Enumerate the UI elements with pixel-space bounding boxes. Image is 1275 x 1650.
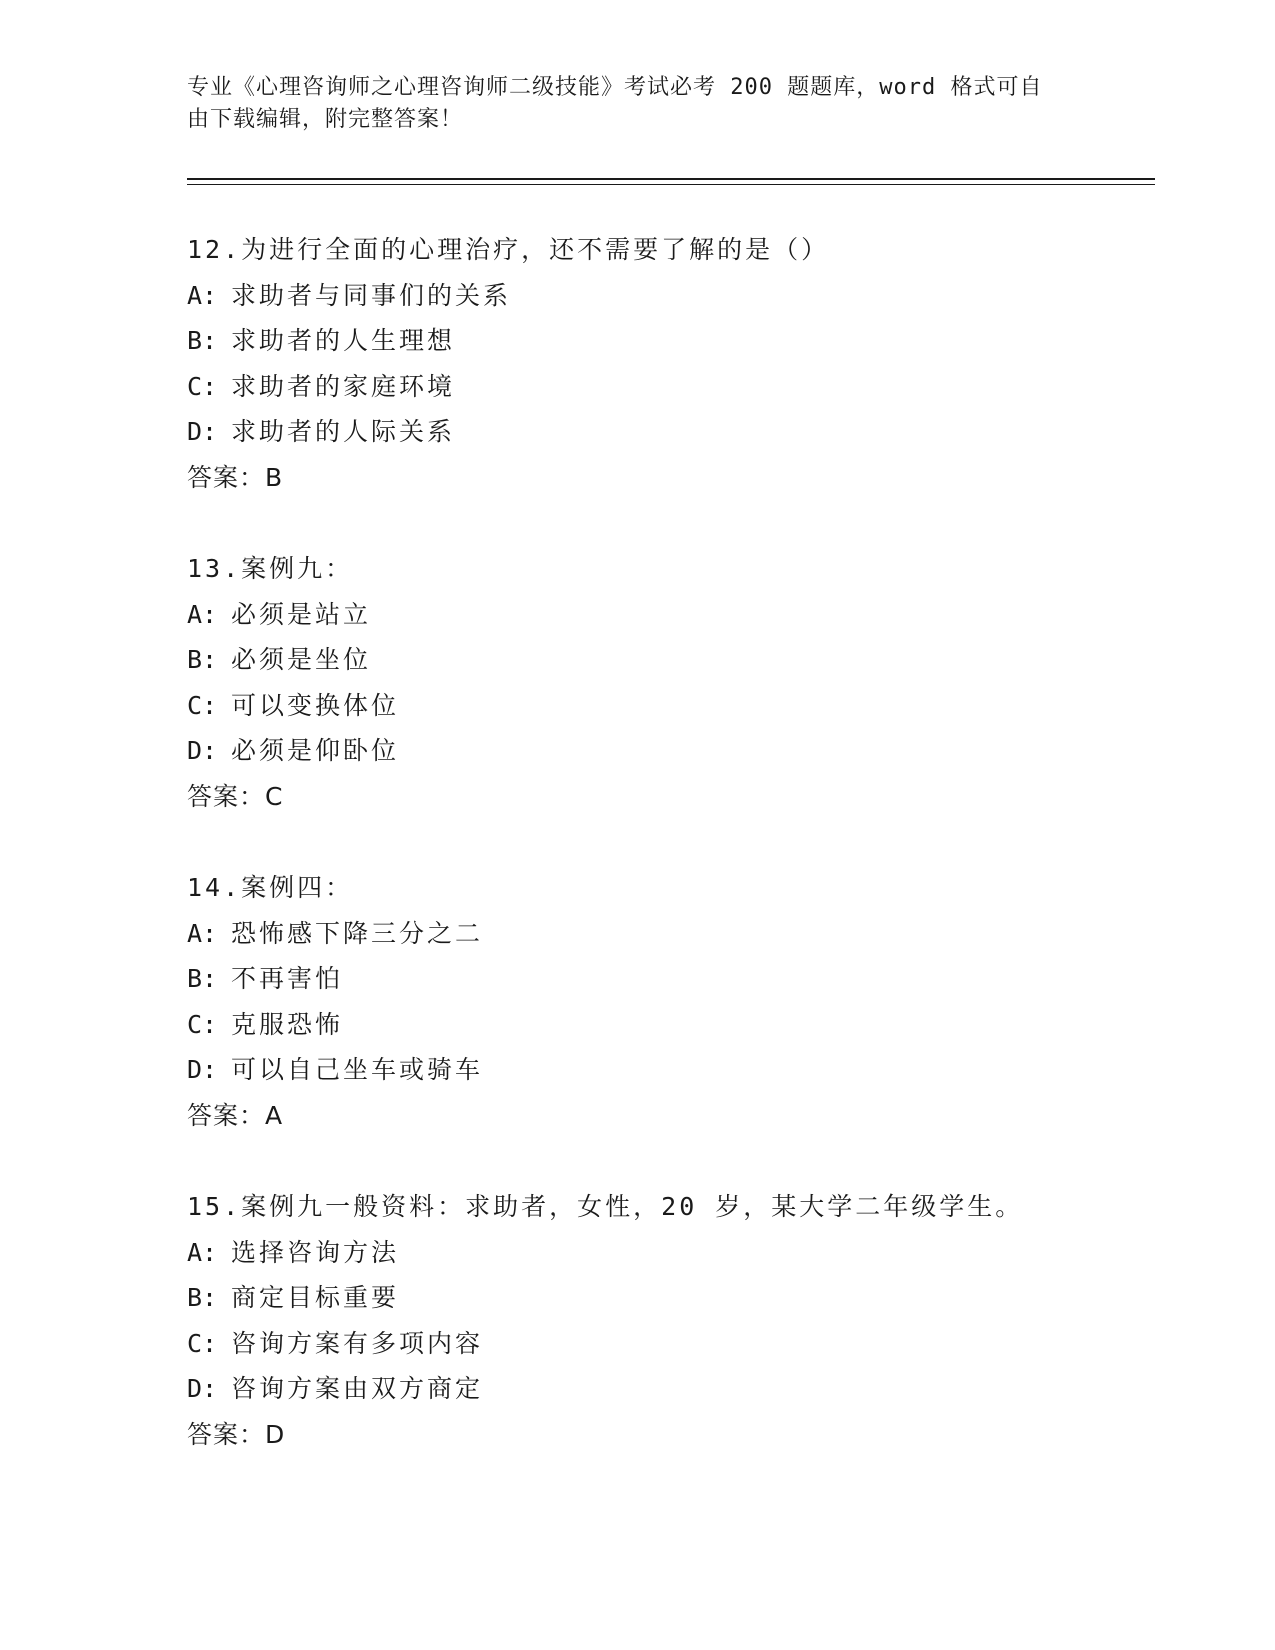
header-rule-top <box>187 178 1155 180</box>
option-letter: C: <box>187 1009 218 1039</box>
option-c <box>187 364 1147 410</box>
option-letter: B: <box>187 964 218 993</box>
question-stem: 15.案例九一般资料：求助者，女性，20 岁，某大学二年级学生。 <box>187 1192 1024 1221</box>
option-letter: C: <box>187 690 218 720</box>
option-letter: D: <box>187 736 218 765</box>
option-b <box>187 637 1147 683</box>
option-d <box>187 728 1147 774</box>
document-header <box>187 72 1067 136</box>
option-text: 咨询方案由双方商定 <box>231 1374 484 1403</box>
option-text: 克服恐怖 <box>231 1009 344 1039</box>
option-letter: B: <box>187 326 218 355</box>
option-text: 咨询方案有多项内容 <box>231 1328 484 1358</box>
option-text: 必须是坐位 <box>231 645 372 674</box>
option-b <box>187 318 1147 364</box>
header-line-2: 由下载编辑，附完整答案！ <box>187 107 464 132</box>
option-text: 可以自己坐车或骑车 <box>231 1055 484 1084</box>
option-a <box>187 911 1147 957</box>
question-14 <box>187 865 1147 1138</box>
option-a <box>187 592 1147 638</box>
option-d <box>187 1047 1147 1093</box>
question-15 <box>187 1184 1147 1457</box>
option-letter: A: <box>187 280 218 310</box>
option-letter: B: <box>187 645 218 674</box>
option-text: 求助者的人际关系 <box>231 417 456 446</box>
option-letter: A: <box>187 599 218 629</box>
option-d <box>187 409 1147 455</box>
option-letter: D: <box>187 417 218 446</box>
option-text: 求助者的家庭环境 <box>231 371 456 401</box>
question-stem: 13.案例九： <box>187 554 354 583</box>
question-12 <box>187 227 1147 500</box>
option-letter: B: <box>187 1283 218 1312</box>
option-text: 恐怖感下降三分之二 <box>231 918 484 948</box>
option-letter: D: <box>187 1374 218 1403</box>
option-d <box>187 1366 1147 1412</box>
answer-line: 答案：A <box>187 1100 284 1130</box>
option-text: 求助者与同事们的关系 <box>231 280 512 310</box>
option-letter: C: <box>187 1328 218 1358</box>
option-letter: C: <box>187 371 218 401</box>
option-text: 可以变换体位 <box>231 690 400 720</box>
answer-line: 答案：D <box>187 1419 286 1449</box>
option-text: 必须是仰卧位 <box>231 736 400 765</box>
option-text: 必须是站立 <box>231 599 372 629</box>
option-a <box>187 273 1147 319</box>
question-stem: 12.为进行全面的心理治疗，还不需要了解的是（） <box>187 235 830 264</box>
option-c <box>187 683 1147 729</box>
option-letter: A: <box>187 1237 218 1267</box>
answer-line: 答案：B <box>187 462 284 492</box>
answer-line: 答案：C <box>187 781 284 811</box>
option-letter: A: <box>187 918 218 948</box>
option-text: 商定目标重要 <box>231 1283 400 1312</box>
header-line-1: 专业《心理咨询师之心理咨询师二级技能》考试必考 200 题题库，word 格式可自 <box>187 75 1043 100</box>
header-rule-bottom <box>187 184 1155 185</box>
option-c <box>187 1002 1147 1048</box>
option-text: 选择咨询方法 <box>231 1237 400 1267</box>
option-c <box>187 1321 1147 1367</box>
option-text: 不再害怕 <box>231 964 344 993</box>
option-b <box>187 1275 1147 1321</box>
option-letter: D: <box>187 1055 218 1084</box>
question-stem: 14.案例四： <box>187 873 354 902</box>
option-b <box>187 956 1147 1002</box>
question-13 <box>187 546 1147 819</box>
option-a <box>187 1230 1147 1276</box>
option-text: 求助者的人生理想 <box>231 326 456 355</box>
